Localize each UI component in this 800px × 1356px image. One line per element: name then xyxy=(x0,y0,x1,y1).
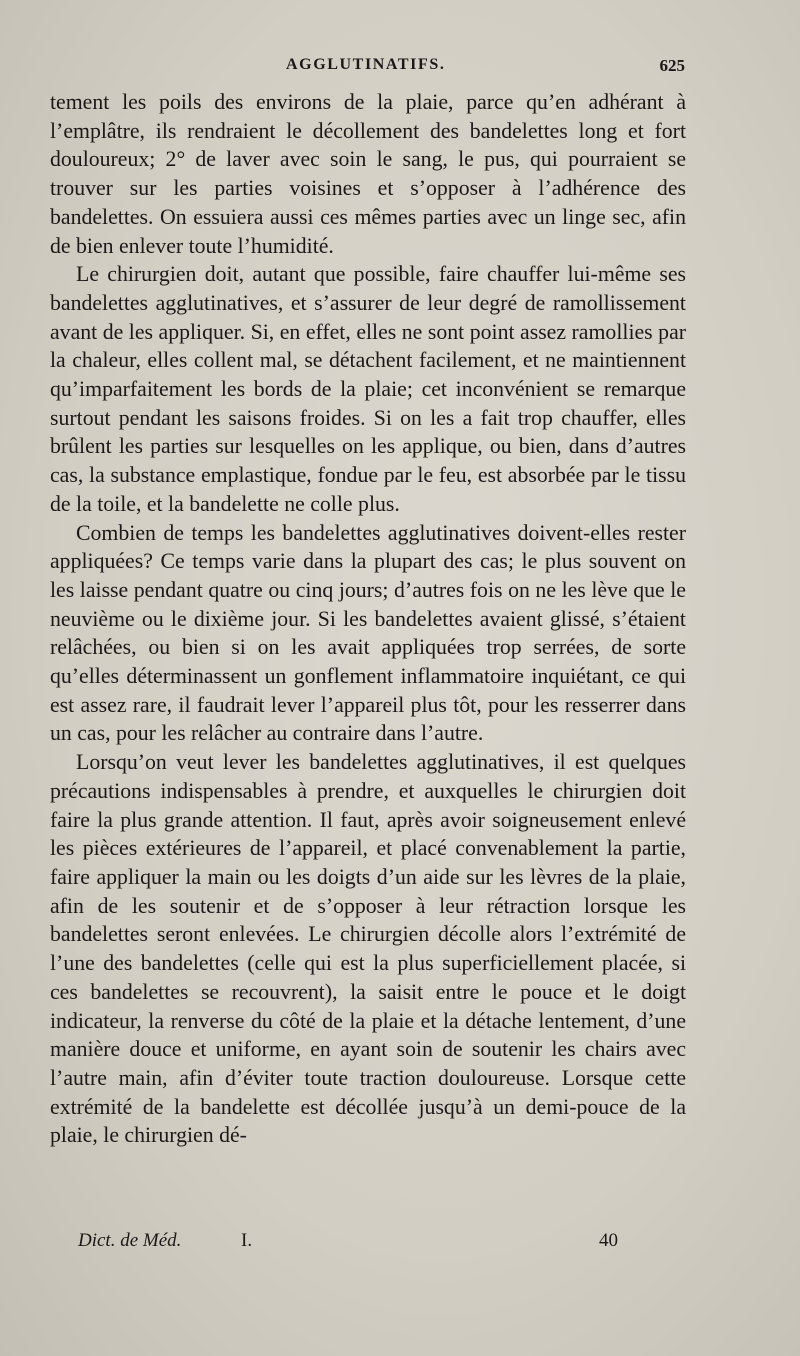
page-header xyxy=(50,56,685,86)
footer-signature: Dict. de Méd. xyxy=(78,1230,182,1251)
paragraph: Combien de temps les bandelettes agglutinatives doivent-elles rester appliquées? Ce temps varie dans la plupart des cas; le plus souvent on les laisse pendant quatre ou cinq jours; d’autres fois on ne les lève que le neuvième ou le dixième jour. Si les bandelettes avaient glissé, s’étaient relâchées, ou bien si on les avait appliquées trop serrées, de sorte qu’elles déterminassent un gonflement inflammatoire inquiétant, ce qui est assez rare, il faudrait lever l’appareil plus tôt, pour les resserrer dans un cas, pour les relâcher au contraire dans l’autre. xyxy=(50,520,686,746)
footer-volume: I. xyxy=(241,1230,253,1251)
paragraph: Lorsqu’on veut lever les bandelettes agglutinatives, il est quelques précautions indispensables à prendre, et auxquelles le chirurgien doit faire la plus grande attention. Il faut, après avoir soigneusement enlevé les pièces extérieures de l’appareil, et placé convenablement la partie, faire appliquer la main ou les doigts d’un aide sur les lèvres de la plaie, afin de les soutenir et de s’opposer à leur rétraction lorsque les bandelettes seront enlevées. Le chirurgien décolle alors l’extrémité de l’une des bandelettes (celle qui est la plus superficiellement placée, si ces bandelettes se recouvrent), la saisit entre le pouce et le doigt indicateur, la renverse du côté de la plaie et la détache lentement, d’une manière douce et uniforme, en ayant soin de soutenir les chairs avec l’autre main, afin d’éviter toute traction douloureuse. Lorsque cette extrémité de la bandelette est décollée jusqu’à un demi-pouce de la plaie, le chirurgien dé- xyxy=(50,750,686,1148)
page-footer xyxy=(78,1230,618,1260)
footer-sheet-number: 40 xyxy=(599,1230,618,1251)
body-text xyxy=(50,88,686,1150)
running-title: AGGLUTINATIFS. xyxy=(286,56,446,73)
page-number: 625 xyxy=(659,56,685,75)
paragraph: tement les poils des environs de la plaie, parce qu’en adhérant à l’emplâtre, ils rendraient le décollement des bandelettes long et fort douloureux; 2° de laver avec soin le sang, le pus, qui pourraient se trouver sur les parties voisines et s’opposer à l’adhérence des bandelettes. On essuiera aussi ces mêmes parties avec un linge sec, afin de bien enlever toute l’humidité. xyxy=(50,90,686,258)
paragraph: Le chirurgien doit, autant que possible, faire chauffer lui-même ses bandelettes agglutinatives, et s’assurer de leur degré de ramollissement avant de les appliquer. Si, en effet, elles ne sont point assez ramollies par la chaleur, elles collent mal, se détachent facilement, et ne maintiennent qu’imparfaitement les bords de la plaie; cet inconvénient se remarque surtout pendant les saisons froides. Si on les a fait trop chauffer, elles brûlent les parties sur lesquelles on les applique, ou bien, dans d’autres cas, la substance emplastique, fondue par le feu, est absorbée par le tissu de la toile, et la bandelette ne colle plus. xyxy=(50,262,686,516)
